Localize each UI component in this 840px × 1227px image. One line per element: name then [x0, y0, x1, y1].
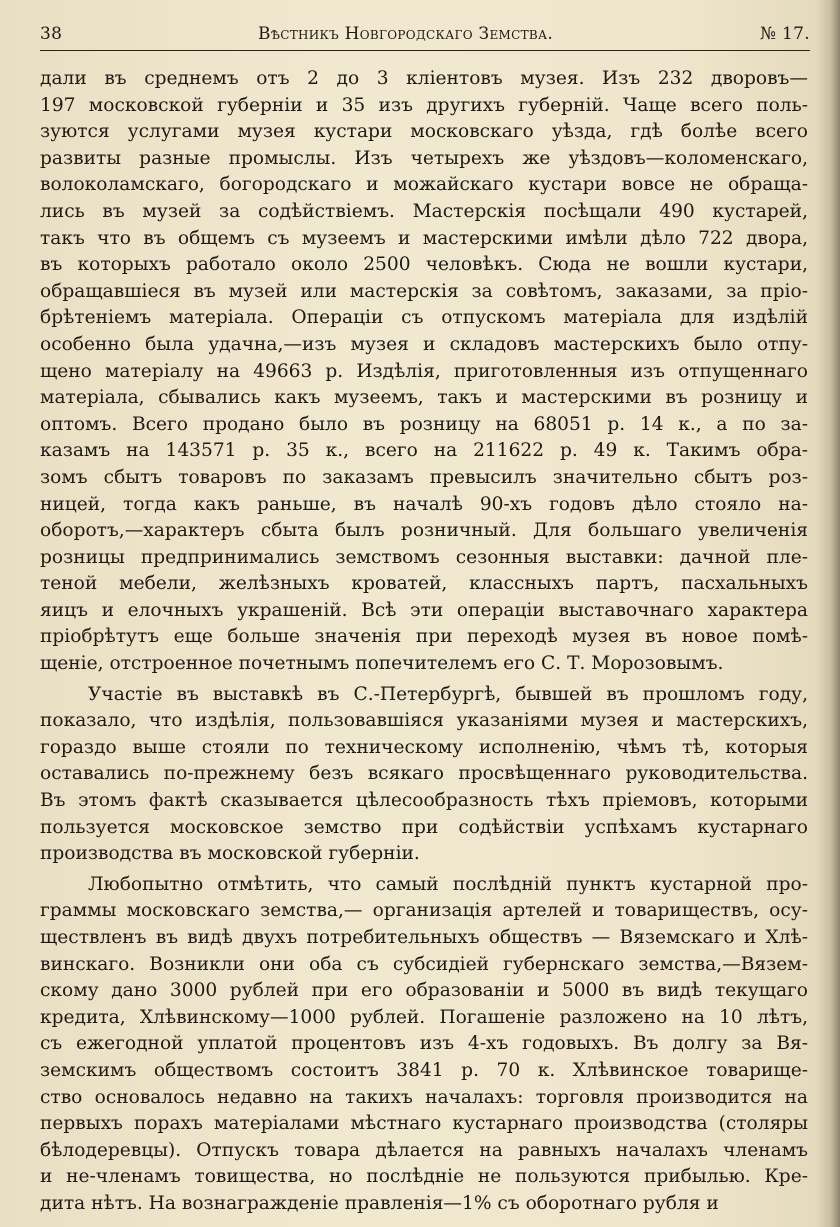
- text-line: 197 московской губерніи и 35 изъ другихъ губерній. Чаще всего поль-: [40, 94, 808, 116]
- paragraph: [40, 66, 808, 678]
- text-line: гораздо выше стояли по техническому исполненію, чѣмъ тѣ, которыя: [40, 736, 808, 758]
- text-line: скому дано 3000 рублей при его образованіи и 5000 въ видѣ текущаго: [40, 980, 808, 1002]
- text-line: оборотъ,—характеръ сбыта былъ розничный. Для большаго увеличенія: [40, 520, 808, 542]
- text-line: пріобрѣтутъ еще больше значенія при переходѣ музея въ новое помѣ-: [40, 626, 808, 648]
- issue-number: № 17.: [759, 24, 810, 44]
- text-line: съ ежегодной уплатой процентовъ изъ 4-хъ годовыхъ. Въ долгу за Вя-: [40, 1033, 808, 1055]
- text-line: оставались по-прежнему безъ всякаго просвѣщеннаго руководительства.: [40, 763, 808, 785]
- running-header: [40, 20, 810, 50]
- text-line: такъ что въ общемъ съ музеемъ и мастерскими имѣли дѣло 722 двора,: [40, 227, 808, 249]
- text-line: оптомъ. Всего продано было въ розницу на 68051 р. 14 к., а по за-: [40, 413, 808, 435]
- text-line: граммы московскаго земства,— организація артелей и товариществъ, осу-: [40, 900, 808, 922]
- text-line: зомъ сбытъ товаровъ по заказамъ превысилъ значительно сбытъ роз-: [40, 466, 808, 488]
- text-line: розницы предпринимались земствомъ сезонныя выставки: дачной пле-: [40, 546, 808, 568]
- paragraph: [40, 682, 808, 868]
- text-line: показало, что издѣлія, пользовавшіяся указаніями музея и мастерскихъ,: [40, 710, 808, 732]
- text-line: волоколамскаго, богородскаго и можайскаго кустари вовсе не обраща-: [40, 174, 808, 196]
- text-line: бѣлодеревцы). Отпускъ товара дѣлается на равныхъ началахъ членамъ: [40, 1139, 808, 1161]
- text-line: казамъ на 143571 р. 35 к., всего на 211622 р. 49 к. Такимъ обра-: [40, 440, 808, 462]
- text-line: Любопытно отмѣтить, что самый послѣдній пунктъ кустарной про-: [88, 873, 808, 895]
- text-line: кредита, Хлѣвинскому—1000 рублей. Погашеніе разложено на 10 лѣтъ,: [40, 1006, 808, 1028]
- page-edge-shadow: [816, 0, 840, 1227]
- text-line: земскимъ обществомъ состоитъ 3841 р. 70 к. Хлѣвинское товарище-: [40, 1059, 808, 1081]
- text-line: особенно была удачна,—изъ музея и складовъ мастерскихъ было отпу-: [40, 333, 808, 355]
- text-line: обращавшіеся въ музей или мастерскія за совѣтомъ, заказами, за прiо-: [40, 280, 808, 302]
- text-line: Въ этомъ фактѣ сказывается цѣлесообразность тѣхъ пріемовъ, которыми: [40, 790, 808, 812]
- body-text: [40, 66, 808, 1218]
- text-line: Участіе въ выставкѣ въ С.-Петербургѣ, бывшей въ прошломъ году,: [88, 683, 808, 705]
- text-line: зуются услугами музея кустари московскаго уѣзда, гдѣ болѣе всего: [40, 121, 808, 143]
- text-line: винскаго. Возникли они оба съ субсидіей губернскаго земства,—Вязем-: [40, 953, 808, 975]
- text-line: производства въ московской губерніи.: [40, 843, 420, 865]
- journal-title: Вѣстникъ Новгородскаго Земства.: [258, 24, 554, 44]
- paragraph: [40, 872, 808, 1218]
- text-line: брѣтеніемъ матеріала. Операціи съ отпускомъ матеріала для издѣлій: [40, 307, 808, 329]
- text-line: ницей, тогда какъ раньше, въ началѣ 90-хъ годовъ дѣло стояло на-: [40, 493, 808, 515]
- text-line: ство основалось недавно на такихъ началахъ: торговля производится на: [40, 1086, 808, 1108]
- text-line: матеріала, сбывались какъ музеемъ, такъ и мастерскими въ розницу и: [40, 387, 808, 409]
- text-line: теной мебели, желѣзныхъ кроватей, классныхъ партъ, пасхальныхъ: [40, 573, 808, 595]
- text-line: въ которыхъ работало около 2500 человѣкъ. Сюда не вошли кустари,: [40, 254, 808, 276]
- text-line: пользуется московское земство при содѣйствіи успѣхамъ кустарнаго: [40, 816, 808, 838]
- text-line: дита нѣтъ. На вознагражденіе правленія—1% съ оборотнаго рубля и: [40, 1192, 719, 1214]
- header-rule: [40, 50, 810, 51]
- text-line: дали въ среднемъ отъ 2 до 3 кліентовъ музея. Изъ 232 дворовъ—: [40, 68, 808, 89]
- text-line: первыхъ порахъ матеріалами мѣстнаго кустарнаго производства (столяры: [40, 1113, 808, 1135]
- text-line: развиты разные промыслы. Изъ четырехъ же уѣздовъ—коломенскаго,: [40, 147, 808, 169]
- text-line: щено матеріалу на 49663 р. Издѣлія, приготовленныя изъ отпущеннаго: [40, 360, 808, 382]
- text-line: яицъ и елочныхъ украшеній. Всѣ эти операціи выставочнаго характера: [40, 599, 808, 621]
- text-line: ществленъ въ видѣ двухъ потребительныхъ обществъ — Вяземскаго и Хлѣ-: [40, 927, 808, 948]
- text-line: и не-членамъ товищества, но послѣдніе не пользуются прибылью. Кре-: [40, 1166, 808, 1188]
- text-line: щеніе, отстроенное почетнымъ попечителемъ его С. Т. Морозовымъ.: [40, 653, 724, 675]
- text-line: лись въ музей за содѣйствіемъ. Мастерскія посѣщали 490 кустарей,: [40, 200, 808, 222]
- page-number: 38: [40, 24, 63, 44]
